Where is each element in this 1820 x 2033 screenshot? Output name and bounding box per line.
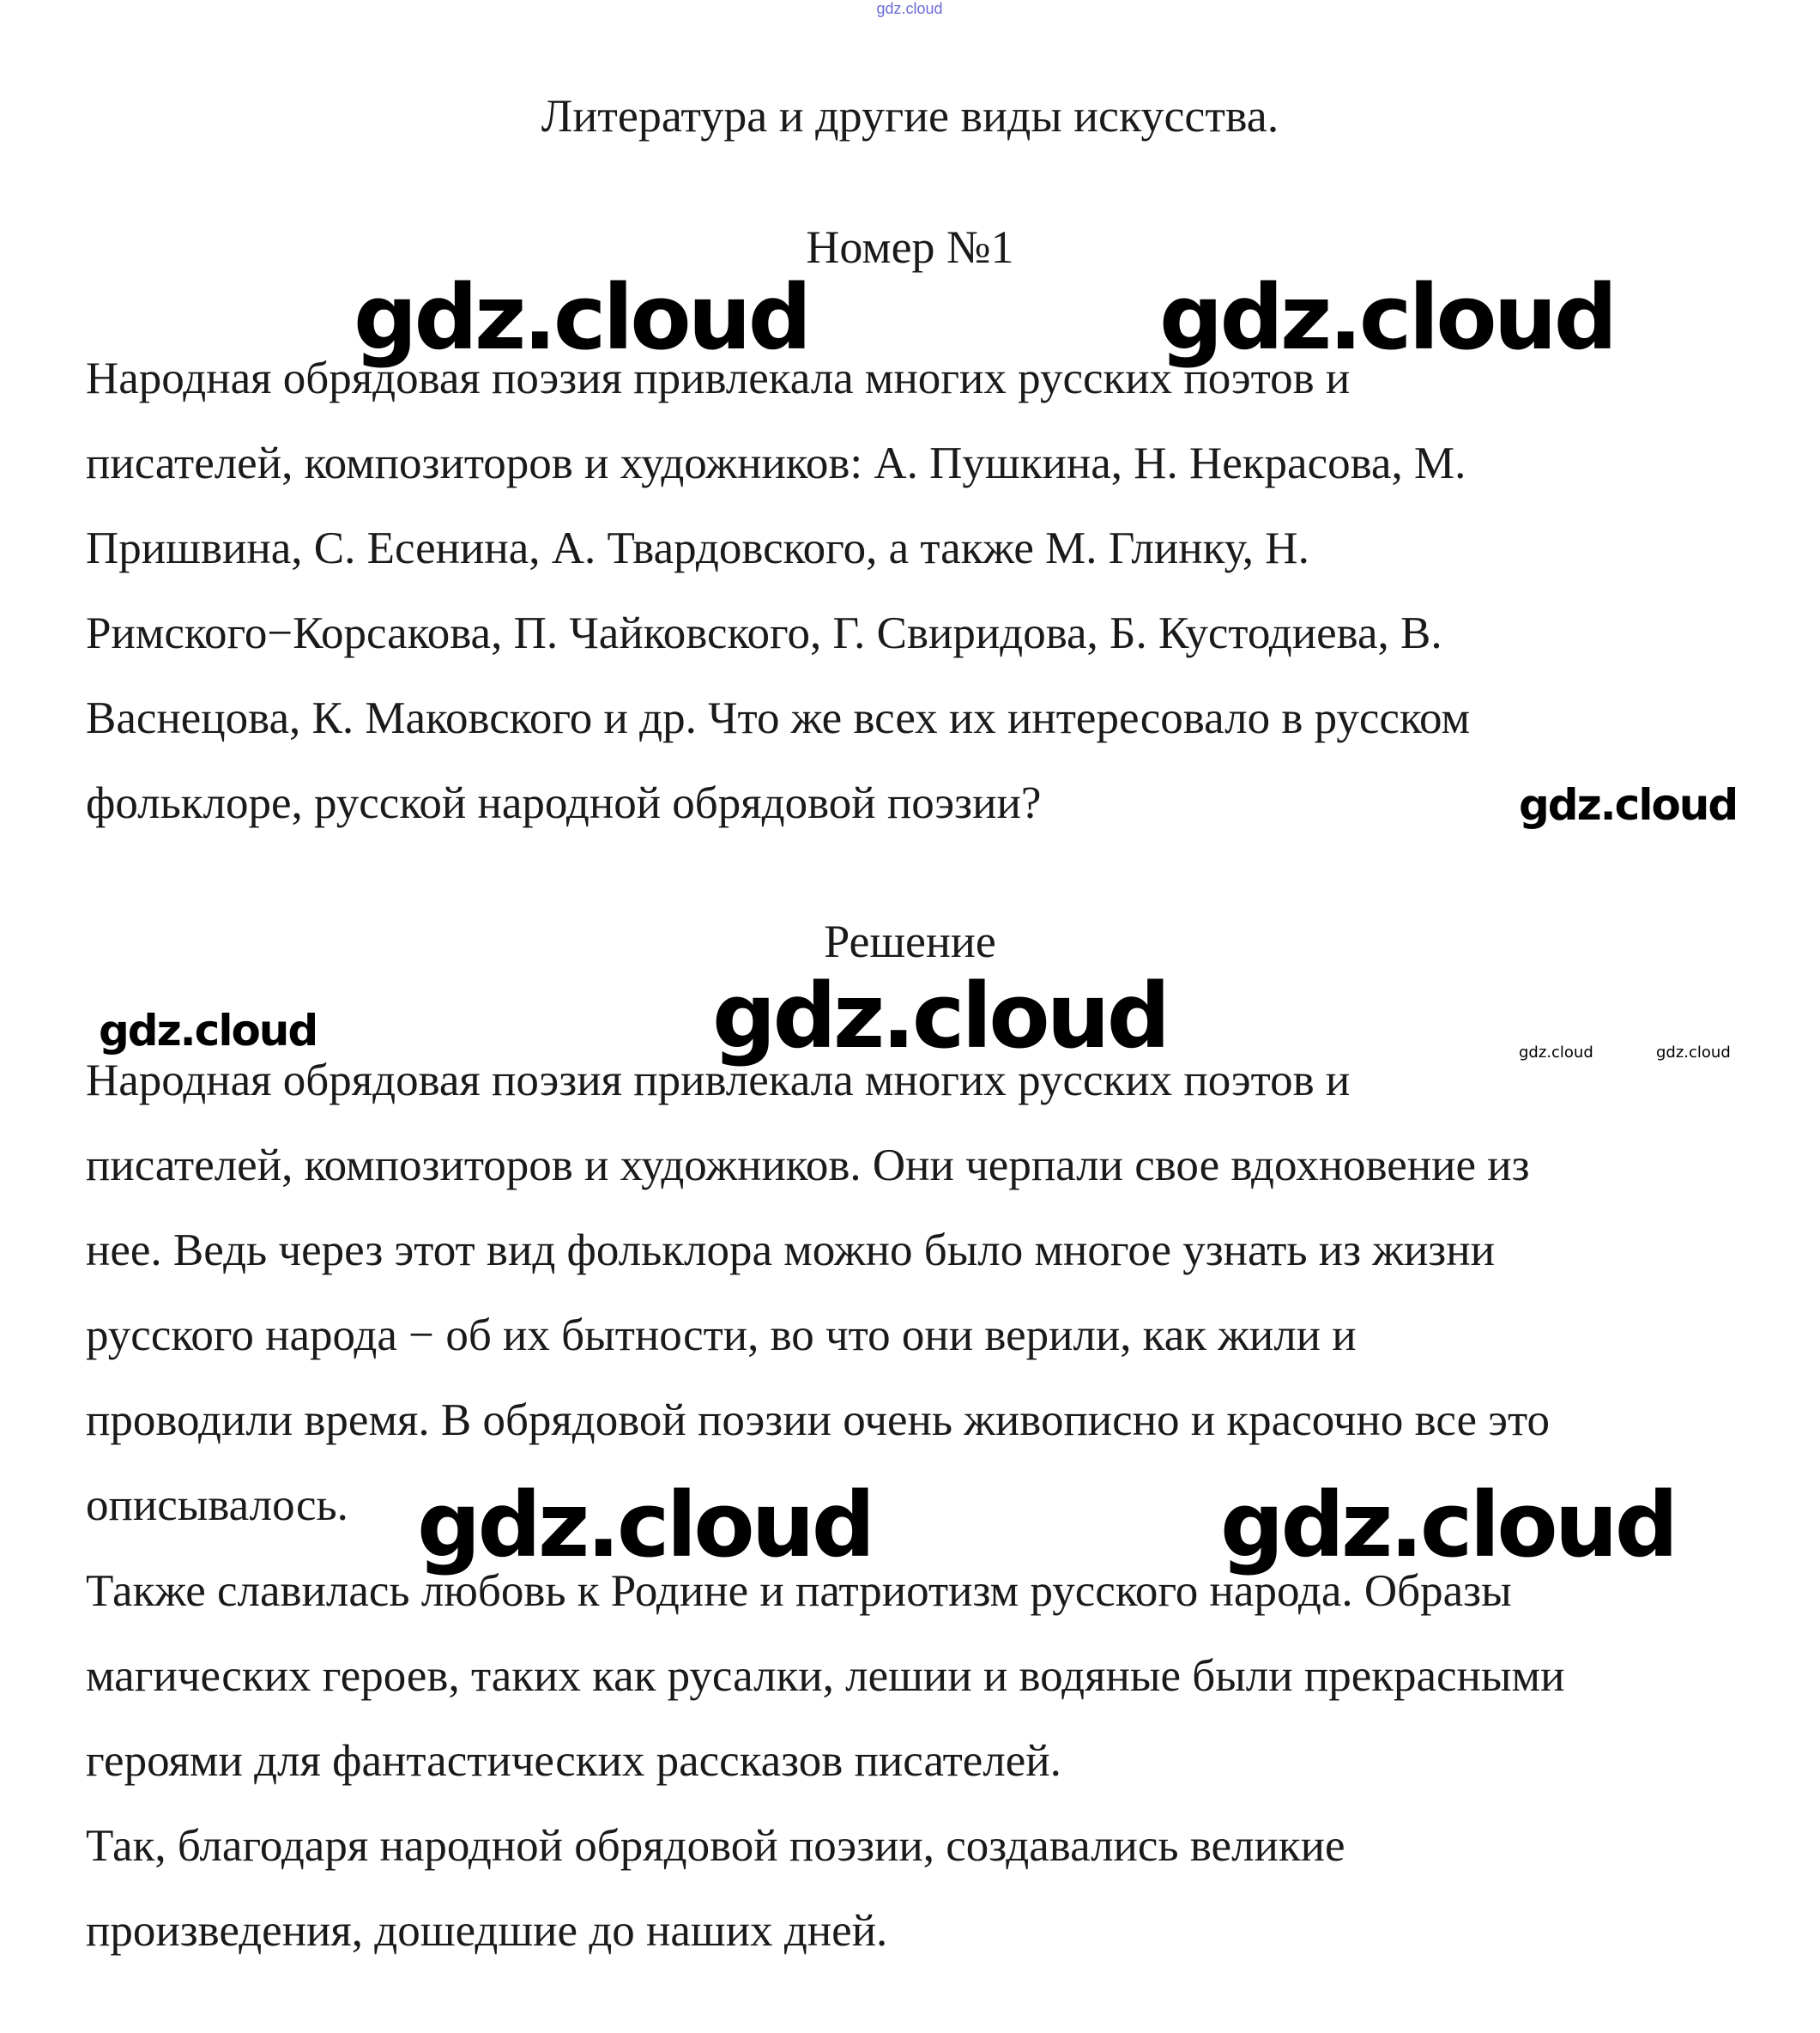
text-line: Васнецова, К. Маковского и др. Что же всех их интересовало в русском	[86, 693, 1471, 743]
page-title: Литература и другие виды искусства.	[541, 90, 1279, 142]
solution-paragraph	[86, 1804, 1768, 1974]
text-line: описывалось.	[86, 1480, 348, 1530]
text-line: проводили время. В обрядовой поэзии очень живописно и красочно все это	[86, 1395, 1550, 1445]
watermark: gdz.cloud	[712, 964, 1168, 1068]
text-line: магических героев, таких как русалки, лешии и водяные были прекрасными	[86, 1651, 1565, 1701]
watermark: gdz.cloud	[1656, 1044, 1731, 1062]
watermark: gdz.cloud	[1220, 1473, 1676, 1577]
text-line: писателей, композиторов и художников: А. Пушкина, Н. Некрасова, М.	[86, 439, 1466, 488]
text-line: Так, благодаря народной обрядовой поэзии, создавались великие	[86, 1821, 1345, 1871]
watermark: gdz.cloud	[417, 1473, 873, 1577]
text-line: Римского−Корсакова, П. Чайковского, Г. Свиридова, Б. Кустодиева, В.	[86, 608, 1442, 658]
watermark: gdz.cloud	[99, 1006, 317, 1056]
solution-paragraph	[86, 1549, 1768, 1804]
text-line: произведения, дошедшие до наших дней.	[86, 1906, 888, 1956]
text-line: Народная обрядовая поэзия привлекала многих русских поэтов и	[86, 354, 1351, 403]
text-line: героями для фантастических рассказов писателей.	[86, 1736, 1061, 1786]
text-line: Народная обрядовая поэзия привлекала многих русских поэтов и	[86, 1056, 1351, 1105]
solution-heading: Решение	[824, 916, 996, 967]
watermark: gdz.cloud	[1159, 265, 1615, 370]
text-line: Пришвина, С. Есенина, А. Твардовского, а также М. Глинку, Н.	[86, 523, 1309, 573]
question-text	[86, 336, 1768, 846]
watermark: gdz.cloud	[354, 265, 809, 370]
text-line: русского народа − об их бытности, во что они верили, как жили и	[86, 1310, 1357, 1360]
solution-paragraph	[86, 1038, 1768, 1548]
text-line: нее. Ведь через этот вид фольклора можно было многое узнать из жизни	[86, 1225, 1495, 1275]
watermark: gdz.cloud	[1519, 1044, 1593, 1062]
text-line: фольклоре, русской народной обрядовой поэзии?	[86, 778, 1042, 828]
watermark: gdz.cloud	[1519, 780, 1738, 830]
text-line: писателей, композиторов и художников. Они черпали свое вдохновение из	[86, 1141, 1530, 1190]
site-mark: gdz.cloud	[876, 0, 943, 17]
task-number: Номер №1	[806, 221, 1014, 273]
text-line: Также славилась любовь к Родине и патриотизм русского народа. Образы	[86, 1566, 1512, 1616]
